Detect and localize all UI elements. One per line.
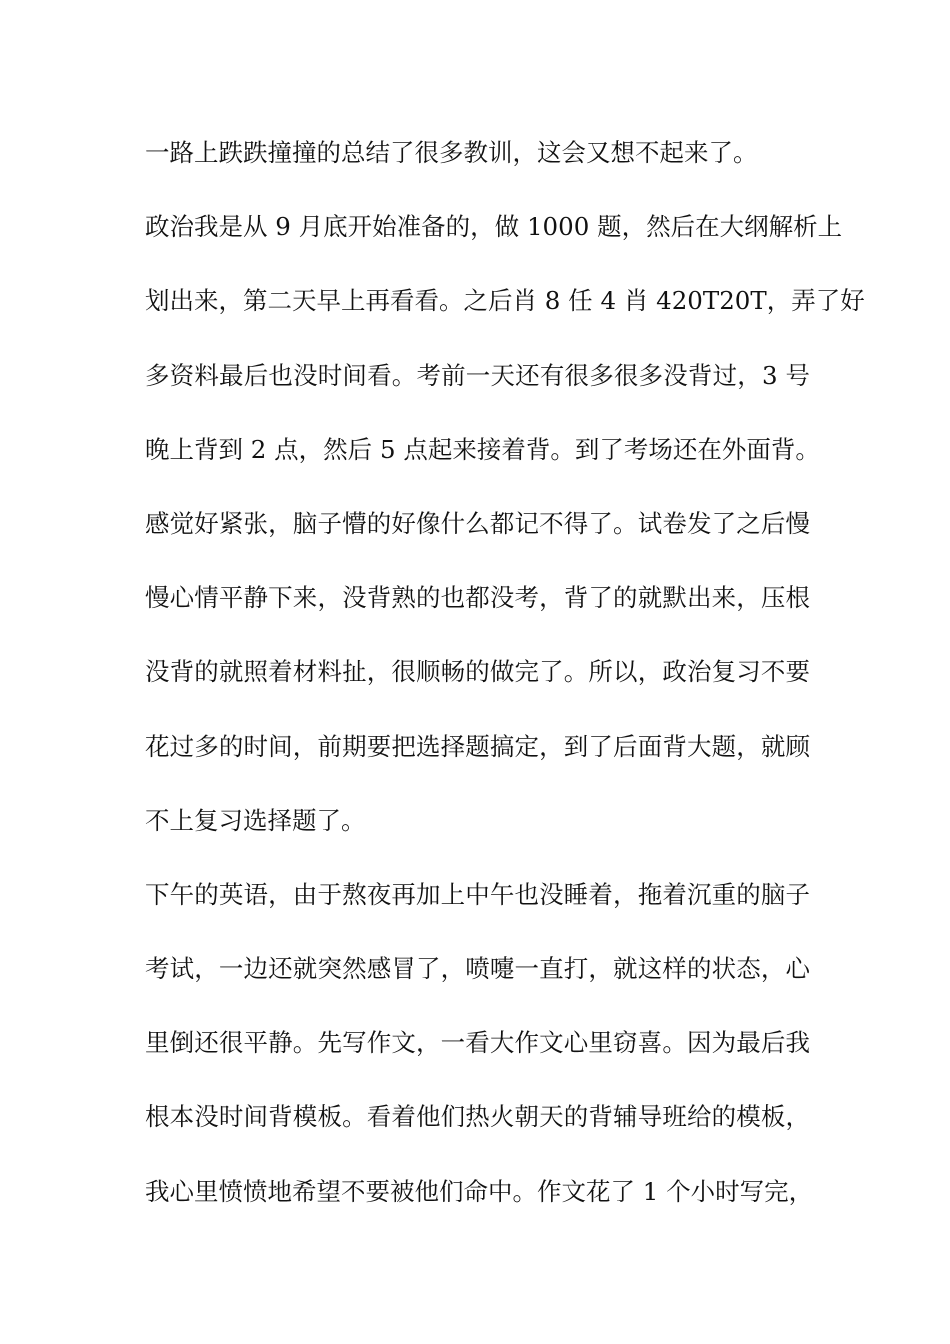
text-line-4: 多资料最后也没时间看。考前一天还有很多很多没背过，3 号: [145, 360, 810, 390]
text-line-5: 晚上背到 2 点，然后 5 点起来接着背。到了考场还在外面背。: [145, 434, 820, 464]
text-line-9: 花过多的时间，前期要把选择题搞定，到了后面背大题，就顾: [145, 731, 810, 761]
text-line-6: 感觉好紧张，脑子懵的好像什么都记不得了。试卷发了之后慢: [145, 508, 810, 538]
text-line-3: 划出来，第二天早上再看看。之后肖 8 任 4 肖 420T20T，弄了好: [145, 286, 865, 316]
text-line-11: 下午的英语，由于熬夜再加上中午也没睡着，拖着沉重的脑子: [145, 879, 810, 909]
text-line-7: 慢心情平静下来，没背熟的也都没考，背了的就默出来，压根: [145, 583, 810, 613]
text-line-1: 一路上跌跌撞撞的总结了很多教训，这会又想不起来了。: [145, 138, 758, 167]
text-line-12: 考试，一边还就突然感冒了，喷嚏一直打，就这样的状态，心: [145, 954, 810, 984]
text-line-8: 没背的就照着材料扯，很顺畅的做完了。所以，政治复习不要: [145, 657, 810, 687]
text-line-13: 里倒还很平静。先写作文，一看大作文心里窃喜。因为最后我: [145, 1028, 810, 1058]
text-line-10: 不上复习选择题了。: [145, 805, 366, 835]
text-line-2: 政治我是从 9 月底开始准备的，做 1000 题，然后在大纲解析上: [145, 212, 843, 242]
text-line-15: 我心里愤愤地希望不要被他们命中。作文花了 1 个小时写完，: [145, 1176, 814, 1206]
text-line-14: 根本没时间背模板。看着他们热火朝天的背辅导班给的模板，: [145, 1102, 810, 1132]
body-text: [145, 133, 865, 1246]
